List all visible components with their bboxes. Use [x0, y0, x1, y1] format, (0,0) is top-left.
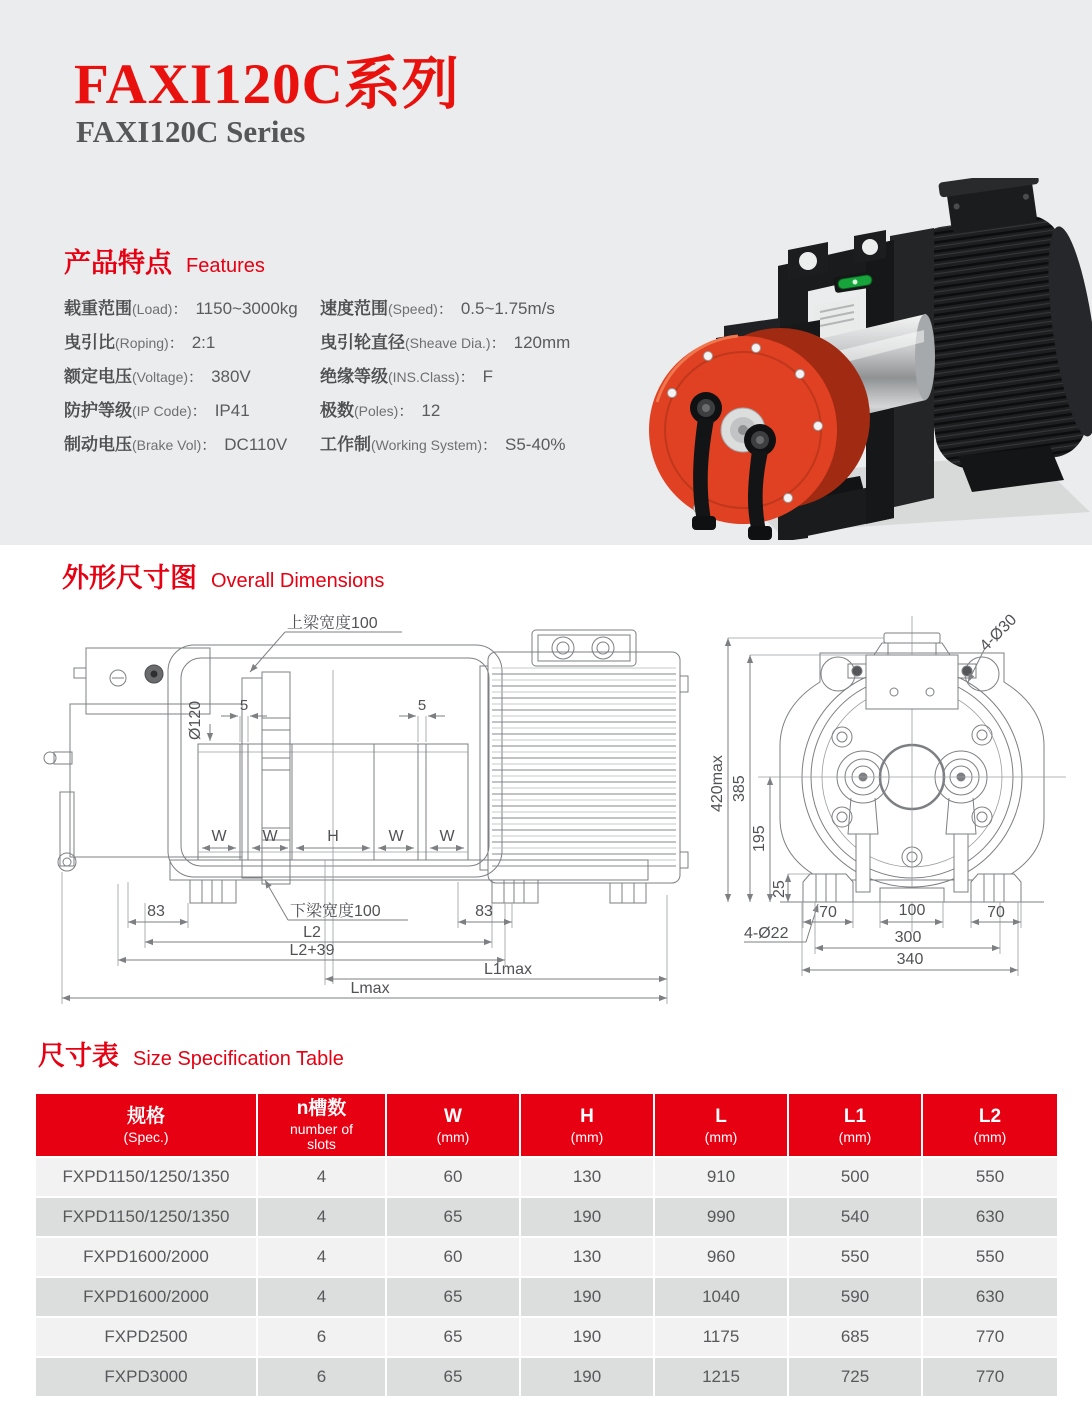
label-385: 385	[731, 775, 748, 802]
label-l1max: L1max	[483, 961, 533, 978]
label-83-right: 83	[475, 903, 493, 920]
feature-ins-class: 绝缘等级(INS.Class)： F	[320, 367, 493, 386]
features-column-2	[320, 292, 570, 462]
size-specification-table	[36, 1094, 1057, 1398]
col-header-w: W (mm)	[387, 1094, 521, 1158]
table-row: FXPD1600/2000 4 60 130 960 550 550	[36, 1238, 1057, 1278]
col-header-slots: n槽数 number of slots	[258, 1094, 387, 1158]
table-row: FXPD1150/1250/1350 4 60 130 910 500 550	[36, 1158, 1057, 1198]
label-w2: W	[262, 828, 278, 845]
table-row: FXPD1600/2000 4 65 190 1040 590 630	[36, 1278, 1057, 1318]
hero-section	[0, 0, 1092, 545]
feature-roping: 曳引比(Roping)： 2:1	[64, 333, 216, 352]
feature-working-system: 工作制(Working System)： S5-40%	[320, 435, 566, 454]
mount-hole	[799, 252, 817, 270]
table-row: FXPD1150/1250/1350 4 65 190 990 540 630	[36, 1198, 1057, 1238]
product-photo	[628, 178, 1092, 540]
label-bottom-beam: 下梁宽度100	[290, 903, 381, 920]
page-title: FAXI120C系列	[74, 53, 460, 116]
label-hole-top: 4-Ø30	[976, 611, 1021, 655]
features-column-1	[64, 292, 298, 462]
label-100: 100	[898, 902, 926, 919]
label-70-left: 70	[819, 904, 837, 921]
label-195: 195	[751, 825, 768, 852]
size-table-heading-en: Size Specification Table	[133, 1048, 344, 1070]
feature-poles: 极数(Poles)： 12	[320, 401, 441, 420]
feature-sheave-dia: 曳引轮直径(Sheave Dia.)： 120mm	[320, 333, 571, 352]
col-header-l1: L1 (mm)	[789, 1094, 923, 1158]
label-l2-plus: L2+39	[289, 942, 335, 959]
label-groove-gap-1: 5	[239, 697, 249, 714]
label-top-beam: 上梁宽度100	[287, 615, 378, 632]
feature-voltage: 额定电压(Voltage)： 380V	[64, 367, 251, 386]
size-table-heading-zh: 尺寸表	[38, 1041, 119, 1071]
feature-load: 载重范围(Load)： 1150~3000kg	[64, 299, 298, 318]
label-sheave-dia: Ø120	[187, 700, 204, 740]
col-header-spec: 规格 (Spec.)	[36, 1094, 258, 1158]
label-70-right: 70	[987, 904, 1005, 921]
label-w3: W	[388, 828, 404, 845]
label-420max: 420max	[709, 755, 726, 812]
col-header-l2: L2 (mm)	[923, 1094, 1057, 1158]
label-83-left: 83	[147, 903, 165, 920]
label-groove-gap-2: 5	[417, 697, 427, 714]
label-340: 340	[896, 951, 924, 968]
table-row: FXPD2500 6 65 190 1175 685 770	[36, 1318, 1057, 1358]
size-table-heading	[38, 1034, 344, 1073]
table-header-row	[36, 1094, 1057, 1158]
label-300: 300	[894, 929, 922, 946]
label-lmax: Lmax	[350, 980, 390, 997]
label-hole-bottom: 4-Ø22	[744, 925, 789, 942]
feature-brake-voltage: 制动电压(Brake Vol)： DC110V	[64, 435, 288, 454]
label-w4: W	[439, 828, 455, 845]
dimensions-heading-zh: 外形尺寸图	[62, 563, 197, 593]
features-heading-zh: 产品特点	[64, 248, 172, 278]
traction-machine-photo-illustration	[628, 178, 1092, 540]
label-25: 25	[771, 880, 788, 898]
dimensions-heading	[62, 556, 384, 595]
feature-speed: 速度范围(Speed)： 0.5~1.75m/s	[320, 299, 555, 318]
col-header-l: L (mm)	[655, 1094, 789, 1158]
col-header-h: H (mm)	[521, 1094, 655, 1158]
label-h: H	[327, 828, 339, 845]
dimensions-heading-en: Overall Dimensions	[211, 570, 385, 592]
label-w1: W	[211, 828, 227, 845]
features-heading	[64, 241, 265, 280]
feature-ip-code: 防护等级(IP Code)： IP41	[64, 401, 250, 420]
mount-hole	[862, 239, 878, 255]
side-view-drawing	[40, 612, 695, 1019]
label-l2: L2	[303, 924, 321, 941]
features-heading-en: Features	[186, 255, 265, 277]
page-subtitle: FAXI120C Series	[76, 114, 306, 149]
table-row: FXPD3000 6 65 190 1215 725 770	[36, 1358, 1057, 1398]
front-view-drawing	[698, 602, 1092, 1007]
